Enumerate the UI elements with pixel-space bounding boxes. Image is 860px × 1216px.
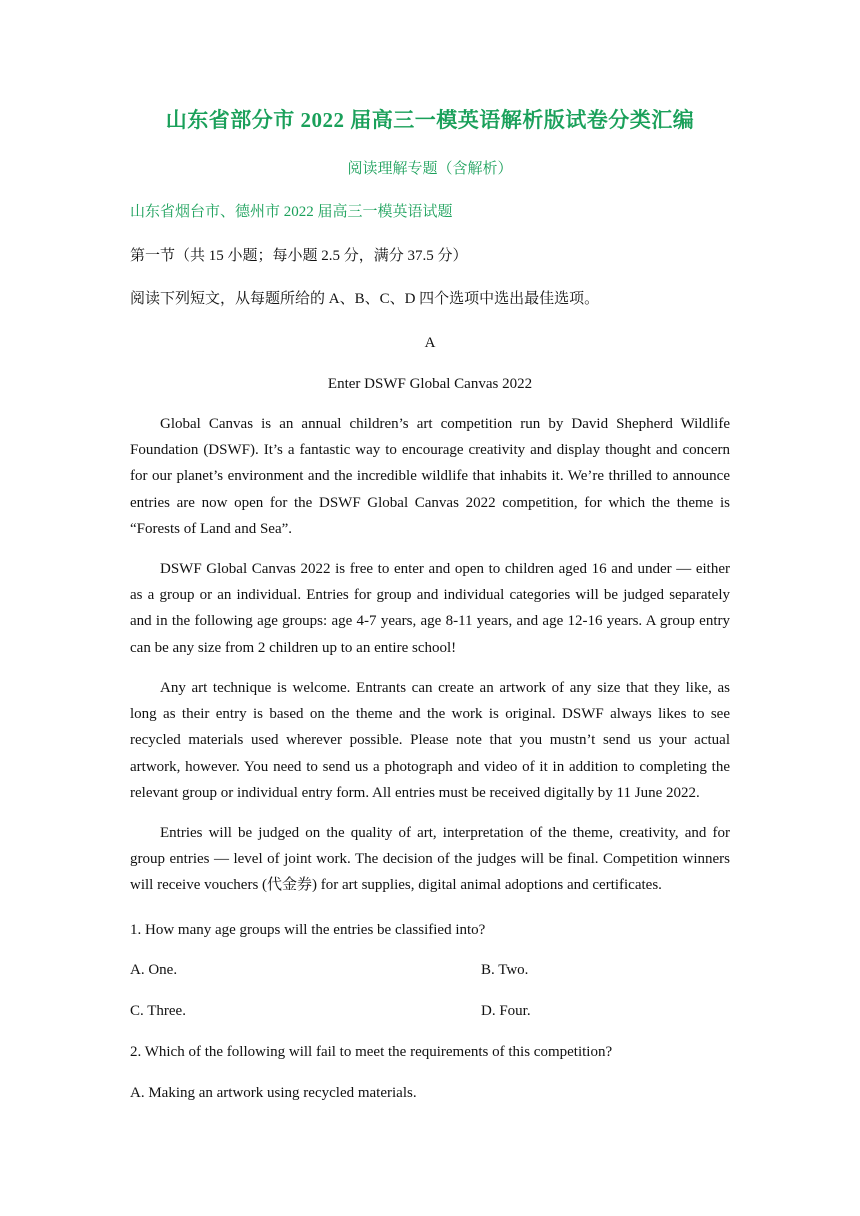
passage-paragraph-3: Any art technique is welcome. Entrants can create an artwork of any size that they like, as long as their entry is based on the theme and the work is original. DSWF always likes to see recycled materials used wherever possible. Please note that you mustn’t send us your actual artwork, however. You need to send us a photograph and video of it in addition to completing the relevant group or individual entry form. All entries must be received digitally by 11 June 2022.: [130, 680, 730, 801]
instruction-text: 阅读下列短文，从每题所给的 A、B、C、D 四个选项中选出最佳选项。: [130, 291, 600, 307]
passage-paragraph-4: Entries will be judged on the quality of art, interpretation of the theme, creativity, and for group entries — level of joint work. The decision of the judges will be final. Competition winners will receive vouchers (代金券) for art supplies, digital animal adoptions and certificates.: [130, 825, 730, 894]
question-1-option-b[interactable]: B. Two.: [481, 962, 529, 978]
exam-source: 山东省烟台市、德州市 2022 届高三一模英语试题: [130, 204, 453, 220]
passage-paragraph-1: Global Canvas is an annual children’s art competition run by David Shepherd Wildlife Foundation (DSWF). It’s a fantastic way to encourage creativity and display thought and concern for our planet’s environment and the incredible wildlife that inhabits it. We’re thrilled to announce entries are now open for the DSWF Global Canvas 2022 competition, for which the theme is “Forests of Land and Sea”.: [130, 416, 730, 537]
question-1-option-a[interactable]: A. One.: [130, 962, 178, 978]
passage-title: Enter DSWF Global Canvas 2022: [327, 376, 533, 392]
document-title: 山东省部分市 2022 届高三一模英语解析版试卷分类汇编: [165, 108, 695, 132]
question-1-stem: 1. How many age groups will the entries be classified into?: [130, 922, 486, 938]
passage-letter: A: [424, 335, 436, 351]
question-2-option-a[interactable]: A. Making an artwork using recycled materials.: [130, 1085, 417, 1101]
question-1-option-c[interactable]: C. Three.: [130, 1003, 186, 1019]
question-2-stem: 2. Which of the following will fail to meet the requirements of this competition?: [130, 1044, 613, 1060]
section-heading: 第一节（共 15 小题；每小题 2.5 分，满分 37.5 分）: [130, 248, 468, 264]
document-subtitle: 阅读理解专题（含解析）: [347, 161, 513, 177]
question-1-option-d[interactable]: D. Four.: [481, 1003, 531, 1019]
passage-paragraph-2: DSWF Global Canvas 2022 is free to enter and open to children aged 16 and under — either as a group or an individual. Entries for group and individual categories will be judged separately and in the following age groups: age 4-7 years, age 8-11 years, and age 12-16 years. A group entry can be any size from 2 children up to an entire school!: [130, 561, 730, 656]
